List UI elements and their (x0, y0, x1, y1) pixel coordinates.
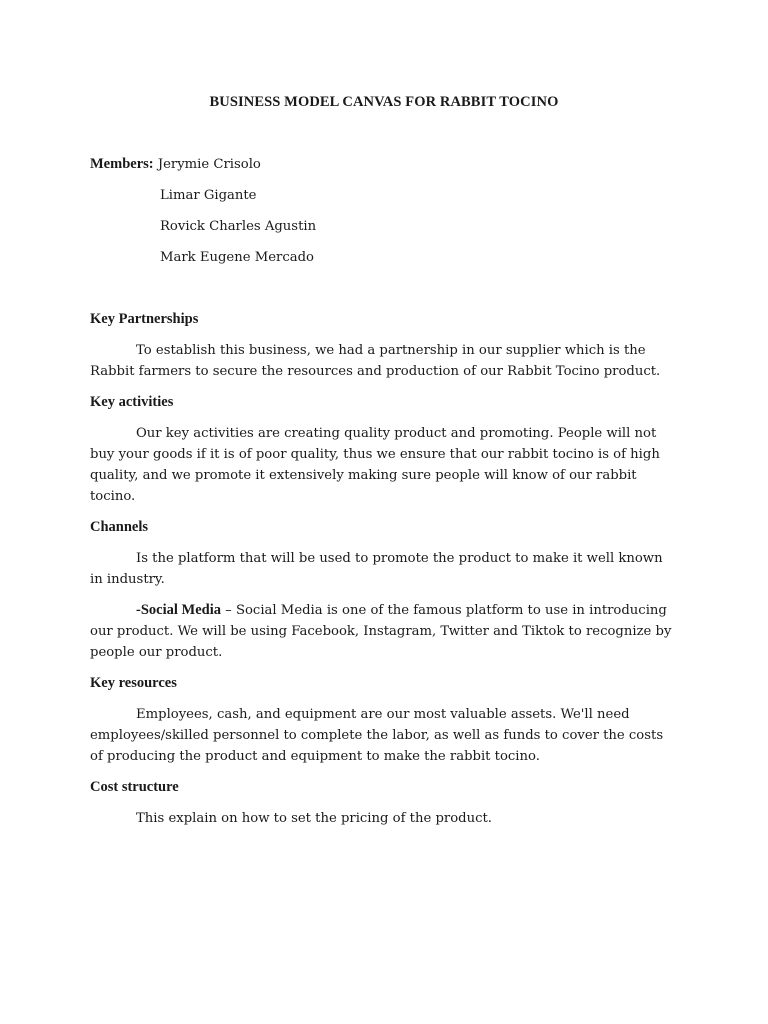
members-row-3 (90, 216, 690, 247)
members-block (90, 154, 690, 278)
members-row-2 (90, 185, 690, 216)
heading-cost-structure: Cost structure (90, 779, 179, 795)
member-name: Limar Gigante (160, 188, 257, 203)
heading-key-partnerships: Key Partnerships (90, 311, 199, 327)
members-row-4 (90, 247, 690, 278)
document-title: BUSINESS MODEL CANVAS FOR RABBIT TOCINO (209, 94, 559, 110)
paragraph-cost-structure: This explain on how to set the pricing of the product. (136, 811, 492, 826)
social-media-text: – Social Media is one of the famous platform to use in introducing our product. We will be using Facebook, Instagram, Twitter and Tiktok to recognize by people our product. (90, 603, 672, 660)
paragraph-key-partnerships: To establish this business, we had a partnership in our supplier which is the Rabbit farmers to secure the resources and production of our Rabbit Tocino product. (90, 343, 661, 379)
member-name: Mark Eugene Mercado (160, 250, 314, 265)
social-media-label: -Social Media (136, 602, 221, 618)
paragraph-key-resources: Employees, cash, and equipment are our most valuable assets. We'll need employees/skilled personnel to complete the labor, as well as funds to cover the costs of producing the product and equipment to make the rabbit tocino. (90, 707, 664, 764)
paragraph-channels: Is the platform that will be used to promote the product to make it well known in industry. (90, 551, 663, 587)
members-row-1 (90, 154, 690, 185)
members-label: Members: (90, 156, 154, 172)
heading-channels: Channels (90, 519, 149, 535)
paragraph-key-activities: Our key activities are creating quality product and promoting. People will not buy your goods if it is of poor quality, thus we ensure that our rabbit tocino is of high quality, and we promote it extensively making sure people will know of our rabbit tocino. (90, 426, 660, 504)
heading-key-activities: Key activities (90, 394, 174, 410)
member-name: Jerymie Crisolo (157, 157, 261, 172)
paragraph-social-media (90, 600, 675, 663)
heading-key-resources: Key resources (90, 675, 177, 691)
member-name: Rovick Charles Agustin (160, 219, 317, 234)
document-body (90, 309, 675, 839)
